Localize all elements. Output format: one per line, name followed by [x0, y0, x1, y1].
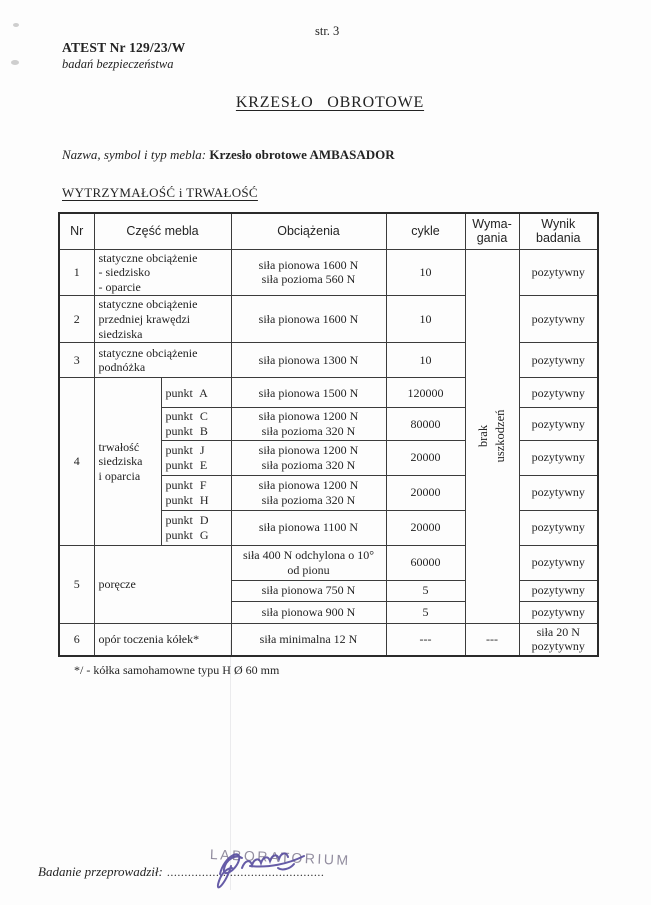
- text-line: siła 400 N odchylona o 10°: [242, 548, 375, 562]
- cell-cykle: 20000: [386, 475, 465, 510]
- text-line: gania: [476, 231, 508, 246]
- results-table: [58, 212, 599, 657]
- text-line: od pionu: [287, 562, 330, 577]
- text-line: siła pozioma 560 N: [261, 272, 356, 287]
- header-nr: Nr: [59, 213, 94, 249]
- text-line: siła pozioma 320 N: [261, 492, 356, 507]
- header-obciazenia: Obciążenia: [231, 213, 386, 249]
- doc-header: [62, 40, 185, 72]
- cell-cykle: 5: [386, 580, 465, 601]
- title-wrap: [0, 94, 651, 112]
- cell-obciazenia: [231, 475, 386, 510]
- handwritten-signature: [198, 840, 328, 898]
- cell-obciazenia: siła pionowa 1100 N: [231, 510, 386, 545]
- cell-punkt: [161, 475, 231, 510]
- cell-wynik: pozytywny: [519, 440, 598, 475]
- cell-wynik: pozytywny: [519, 580, 598, 601]
- cell-nr: 1: [59, 249, 94, 296]
- cell-wynik: pozytywny: [519, 475, 598, 510]
- text-line: uszkodzeń: [493, 409, 507, 463]
- cell-obciazenia: siła pionowa 1600 N: [231, 296, 386, 343]
- cell-czesc: opór toczenia kółek*: [94, 623, 231, 656]
- cell-czesc: [94, 249, 231, 296]
- cell-wynik: pozytywny: [519, 249, 598, 296]
- laboratory-stamp: LABORATORIUM: [209, 846, 351, 869]
- cell-cykle: 10: [386, 296, 465, 343]
- text-line: badania: [536, 231, 581, 246]
- text-line: - siedzisko: [98, 265, 151, 280]
- cell-obciazenia: [231, 545, 386, 580]
- cell-cykle: 60000: [386, 545, 465, 580]
- cell-obciazenia: siła minimalna 12 N: [231, 623, 386, 656]
- text-line: Wyma-: [472, 216, 512, 231]
- text-line: siła pozioma 320 N: [261, 457, 356, 472]
- cell-obciazenia: [231, 440, 386, 475]
- header-wymagania: [465, 213, 519, 249]
- cell-obciazenia: siła pionowa 900 N: [231, 601, 386, 623]
- cell-cykle: 10: [386, 343, 465, 378]
- cell-wynik: pozytywny: [519, 601, 598, 623]
- table-header-row: [59, 213, 598, 249]
- signature-dotted-line: .............................................: [166, 865, 325, 879]
- doc-number: ATEST Nr 129/23/W: [62, 40, 186, 55]
- cell-czesc: [94, 296, 231, 343]
- cell-cykle: ---: [386, 623, 465, 656]
- text-line: punkt B: [165, 424, 208, 438]
- cell-obciazenia: siła pionowa 1300 N: [231, 343, 386, 378]
- text-line: Wynik: [541, 216, 576, 231]
- text-line: punkt J: [165, 443, 205, 457]
- header-czesc: Część mebla: [94, 213, 231, 249]
- text-line: i oparcia: [98, 468, 141, 483]
- section-heading: WYTRZYMAŁOŚĆ i TRWAŁOŚĆ: [62, 185, 258, 200]
- cell-nr: 4: [59, 378, 94, 545]
- cell-wymagania-merged: [465, 249, 519, 623]
- furniture-name-value: Krzesło obrotowe AMBASADOR: [209, 147, 395, 162]
- text-line: punkt F: [165, 478, 207, 492]
- furniture-name-line: [62, 147, 395, 163]
- text-line: siła pozioma 320 N: [261, 424, 356, 438]
- cell-cykle: 20000: [386, 510, 465, 545]
- cell-cykle: 5: [386, 601, 465, 623]
- header-cykle: cykle: [386, 213, 465, 249]
- text-line: punkt H: [165, 492, 209, 507]
- cell-wynik: pozytywny: [519, 510, 598, 545]
- text-line: siła pionowa 1200 N: [258, 443, 359, 457]
- text-line: statyczne obciążenie: [98, 297, 198, 312]
- cell-obciazenia: [231, 408, 386, 440]
- text-line: siła pionowa 1200 N: [258, 478, 359, 492]
- cell-punkt: [161, 408, 231, 440]
- cell-wynik: [519, 623, 598, 656]
- cell-wynik: pozytywny: [519, 296, 598, 343]
- text-line: siedziska: [98, 326, 143, 341]
- scan-artifact: [11, 60, 19, 65]
- table-row: [59, 623, 598, 656]
- cell-wynik: pozytywny: [519, 343, 598, 378]
- text-line: brak: [476, 424, 491, 448]
- text-line: punkt C: [165, 409, 208, 424]
- text-line: siła pionowa 1200 N: [258, 409, 359, 424]
- cell-wymagania: ---: [465, 623, 519, 656]
- header-wynik: [519, 213, 598, 249]
- cell-cykle: 80000: [386, 408, 465, 440]
- cell-cykle: 20000: [386, 440, 465, 475]
- cell-nr: 6: [59, 623, 94, 656]
- text-line: pozytywny: [531, 639, 585, 654]
- text-line: siła 20 N: [536, 624, 580, 639]
- footnote: */ - kółka samohamowne typu H Ø 60 mm: [74, 663, 280, 677]
- text-line: punkt E: [165, 457, 208, 472]
- text-line: statyczne obciążenie: [98, 345, 198, 360]
- cell-cykle: 10: [386, 249, 465, 296]
- cell-wynik: pozytywny: [519, 378, 598, 408]
- cell-obciazenia: [231, 249, 386, 296]
- cell-czesc-label: [94, 378, 161, 545]
- signature-label: Badanie przeprowadził:: [38, 864, 163, 879]
- text-line: statyczne obciążenie: [98, 250, 198, 265]
- cell-punkt: [161, 440, 231, 475]
- text-line: siedziska: [98, 454, 143, 469]
- table-row: [59, 249, 598, 296]
- text-line: punkt G: [165, 527, 209, 542]
- cell-punkt: punkt A: [161, 378, 231, 408]
- cell-obciazenia: siła pionowa 1500 N: [231, 378, 386, 408]
- furniture-name-label: Nazwa, symbol i typ mebla:: [62, 147, 207, 162]
- text-line: punkt D: [165, 513, 209, 527]
- cell-nr: 2: [59, 296, 94, 343]
- scan-artifact: [13, 23, 19, 27]
- requirement-vertical-text: [475, 410, 509, 463]
- page-number: str. 3: [315, 24, 340, 38]
- cell-wynik: pozytywny: [519, 545, 598, 580]
- cell-punkt: [161, 510, 231, 545]
- doc-subtitle: badań bezpieczeństwa: [62, 57, 174, 71]
- cell-czesc: poręcze: [94, 545, 231, 623]
- results-table-wrap: [58, 212, 599, 657]
- cell-wynik: pozytywny: [519, 408, 598, 440]
- cell-nr: 3: [59, 343, 94, 378]
- cell-czesc: [94, 343, 231, 378]
- text-line: - oparcie: [98, 279, 141, 294]
- cell-nr: 5: [59, 545, 94, 623]
- text-line: siła pionowa 1600 N: [258, 257, 359, 272]
- text-line: przedniej krawędzi: [98, 312, 191, 327]
- page-title: KRZESŁO OBROTOWE: [235, 94, 425, 111]
- cell-obciazenia: siła pionowa 750 N: [231, 580, 386, 601]
- cell-cykle: 120000: [386, 378, 465, 408]
- text-line: podnóżka: [98, 360, 146, 375]
- text-line: trwałość: [98, 439, 140, 454]
